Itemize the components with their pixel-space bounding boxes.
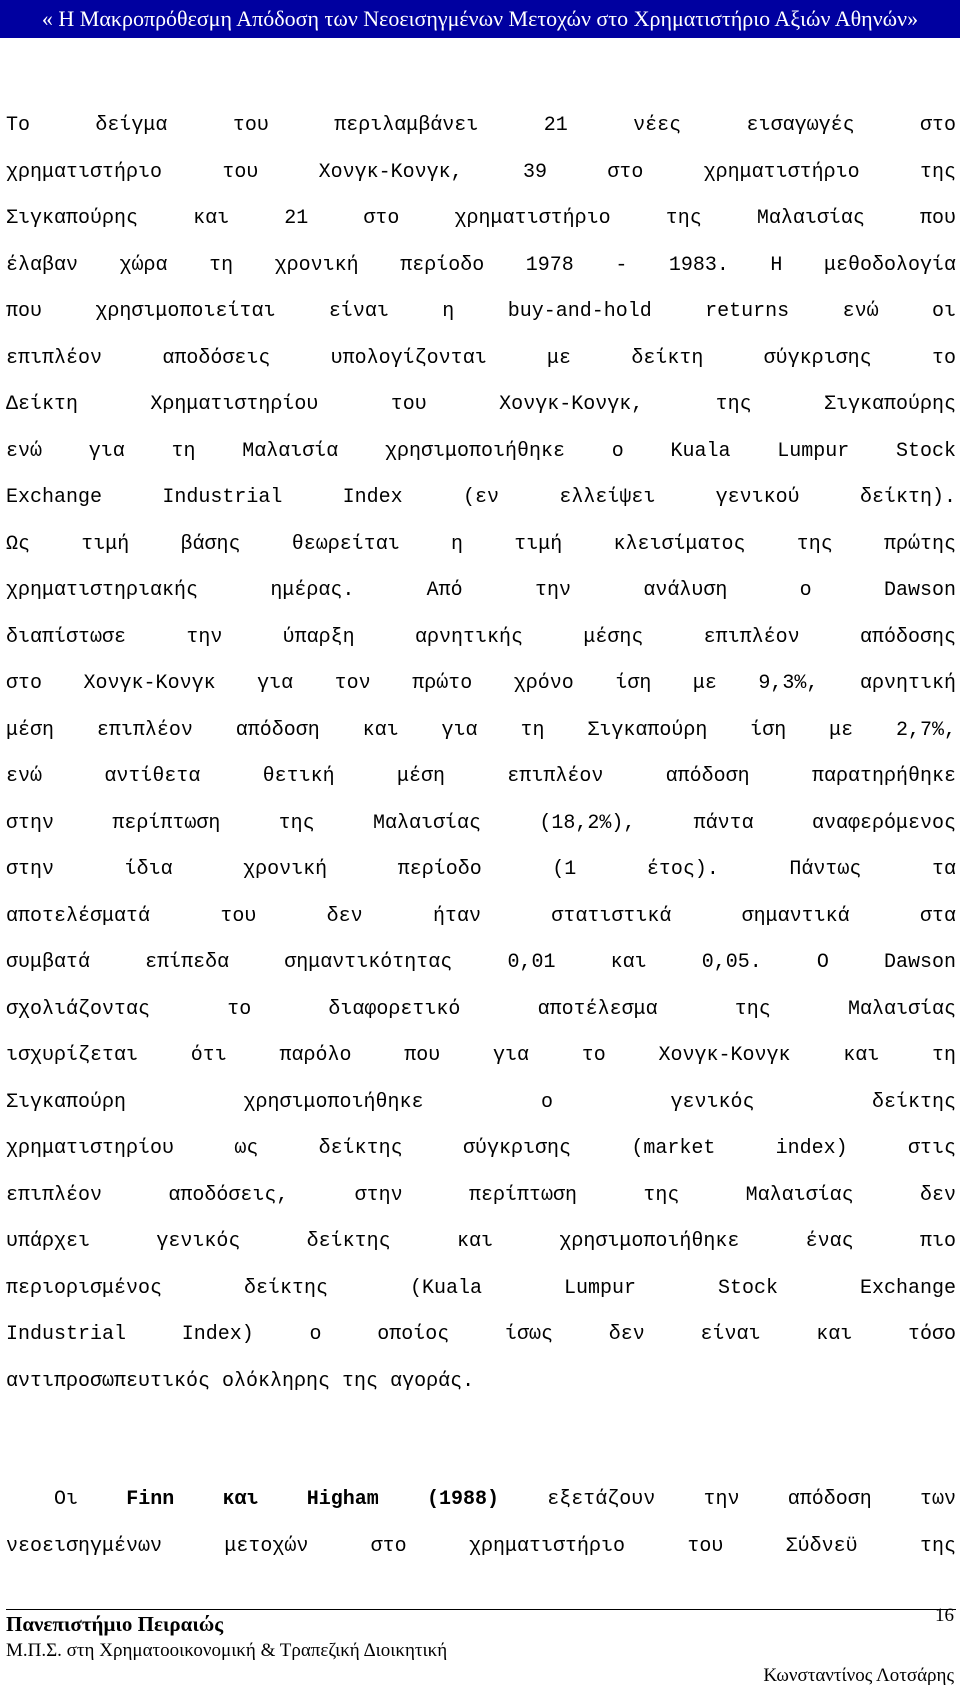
- text-line: στην ίδια χρονική περίοδο (1 έτος). Πάντως τα: [6, 858, 956, 881]
- text-line: στην περίπτωση της Μαλαισίας (18,2%), πάντα αναφερόμενος: [6, 811, 956, 835]
- text-line: Σιγκαπούρη χρησιμοποιήθηκε ο γενικός δείκτης: [6, 1090, 956, 1114]
- paragraph-1: [6, 103, 956, 1405]
- text-line: σχολιάζοντας το διαφορετικό αποτέλεσμα της Μαλαισίας: [6, 997, 956, 1021]
- footer-university: Πανεπιστήμιο Πειραιώς: [6, 1612, 224, 1636]
- text-line: στο Χονγκ-Κονγκ για τον πρώτο χρόνο ίση με 9,3%, αρνητική: [6, 672, 956, 695]
- text-line: επιπλέον αποδόσεις υπολογίζονται με δείκτη σύγκρισης το: [6, 346, 956, 370]
- text-line: νεοεισηγμένων μετοχών στο χρηματιστήριο του Σύδνεϋ της: [6, 1534, 956, 1558]
- text-line: αποτελέσματά του δεν ήταν στατιστικά σημαντικά στα: [6, 904, 956, 928]
- text-line: που χρησιμοποιείται είναι η buy-and-hold returns ενώ οι: [6, 300, 956, 323]
- text-fragment: εξετάζουν την απόδοση των: [547, 1488, 956, 1511]
- text-line: Exchange Industrial Index (εν ελλείψει γενικού δείκτη).: [6, 486, 956, 509]
- text-line: περιορισμένος δείκτης (Kuala Lumpur Stock Exchange: [6, 1276, 956, 1300]
- text-line: ενώ για τη Μαλαισία χρησιμοποιήθηκε ο Kuala Lumpur Stock: [6, 439, 956, 463]
- document-title: « Η Μακροπρόθεσμη Απόδοση των Νεοεισηγμένων Μετοχών στο Χρηματιστήριο Αξιών Αθηνών»: [41, 6, 919, 31]
- text-line: Δείκτη Χρηματιστηρίου του Χονγκ-Κονγκ, της Σιγκαπούρης: [6, 393, 956, 416]
- text-line: ενώ αντίθετα θετική μέση επιπλέον απόδοση παρατηρήθηκε: [6, 765, 956, 788]
- text-line: μέση επιπλέον απόδοση και για τη Σιγκαπούρη ίση με 2,7%,: [6, 718, 956, 742]
- paragraph-2: [6, 1477, 956, 1570]
- text-line: χρηματιστήριο του Χονγκ-Κονγκ, 39 στο χρηματιστήριο της: [6, 160, 956, 184]
- paragraph-gap: [6, 1405, 956, 1477]
- text-line: χρηματιστηρίου ως δείκτης σύγκρισης (market index) στις: [6, 1137, 956, 1160]
- cited-authors: Finn και Higham (1988): [126, 1488, 499, 1511]
- text-line: συμβατά επίπεδα σημαντικότητας 0,01 και 0,05. Ο Dawson: [6, 951, 956, 974]
- text-line: έλαβαν χώρα τη χρονική περίοδο 1978 - 1983. Η μεθοδολογία: [6, 253, 956, 277]
- page-number: 16: [935, 1605, 954, 1626]
- text-line: χρηματιστηριακής ημέρας. Από την ανάλυση ο Dawson: [6, 579, 956, 602]
- text-line: Ως τιμή βάσης θεωρείται η τιμή κλεισίματος της πρώτης: [6, 532, 956, 556]
- page-header: [0, 0, 960, 38]
- text-line: Industrial Index) ο οποίος ίσως δεν είναι και τόσο: [6, 1323, 956, 1346]
- text-line: υπάρχει γενικός δείκτης και χρησιμοποιήθηκε ένας πιο: [6, 1230, 956, 1253]
- body-text: [6, 103, 956, 1570]
- text-line: αντιπροσωπευτικός ολόκληρης της αγοράς.: [6, 1369, 475, 1393]
- text-line: διαπίστωσε την ύπαρξη αρνητικής μέσης επιπλέον απόδοσης: [6, 625, 956, 649]
- text-line: Σιγκαπούρης και 21 στο χρηματιστήριο της Μαλαισίας που: [6, 207, 956, 230]
- text-fragment: Οι: [54, 1488, 79, 1511]
- footer-program: Μ.Π.Σ. στη Χρηματοοικονομική & Τραπεζική Διοικητική: [6, 1640, 448, 1661]
- footer-rule: [6, 1609, 956, 1610]
- footer-author: Κωνσταντίνος Λοτσάρης: [763, 1665, 954, 1686]
- text-line: επιπλέον αποδόσεις, στην περίπτωση της Μαλαισίας δεν: [6, 1183, 956, 1207]
- text-line: ισχυρίζεται ότι παρόλο που για το Χονγκ-Κονγκ και τη: [6, 1044, 956, 1067]
- text-line: [6, 1477, 956, 1524]
- text-line: Το δείγμα του περιλαμβάνει 21 νέες εισαγωγές στο: [6, 114, 956, 137]
